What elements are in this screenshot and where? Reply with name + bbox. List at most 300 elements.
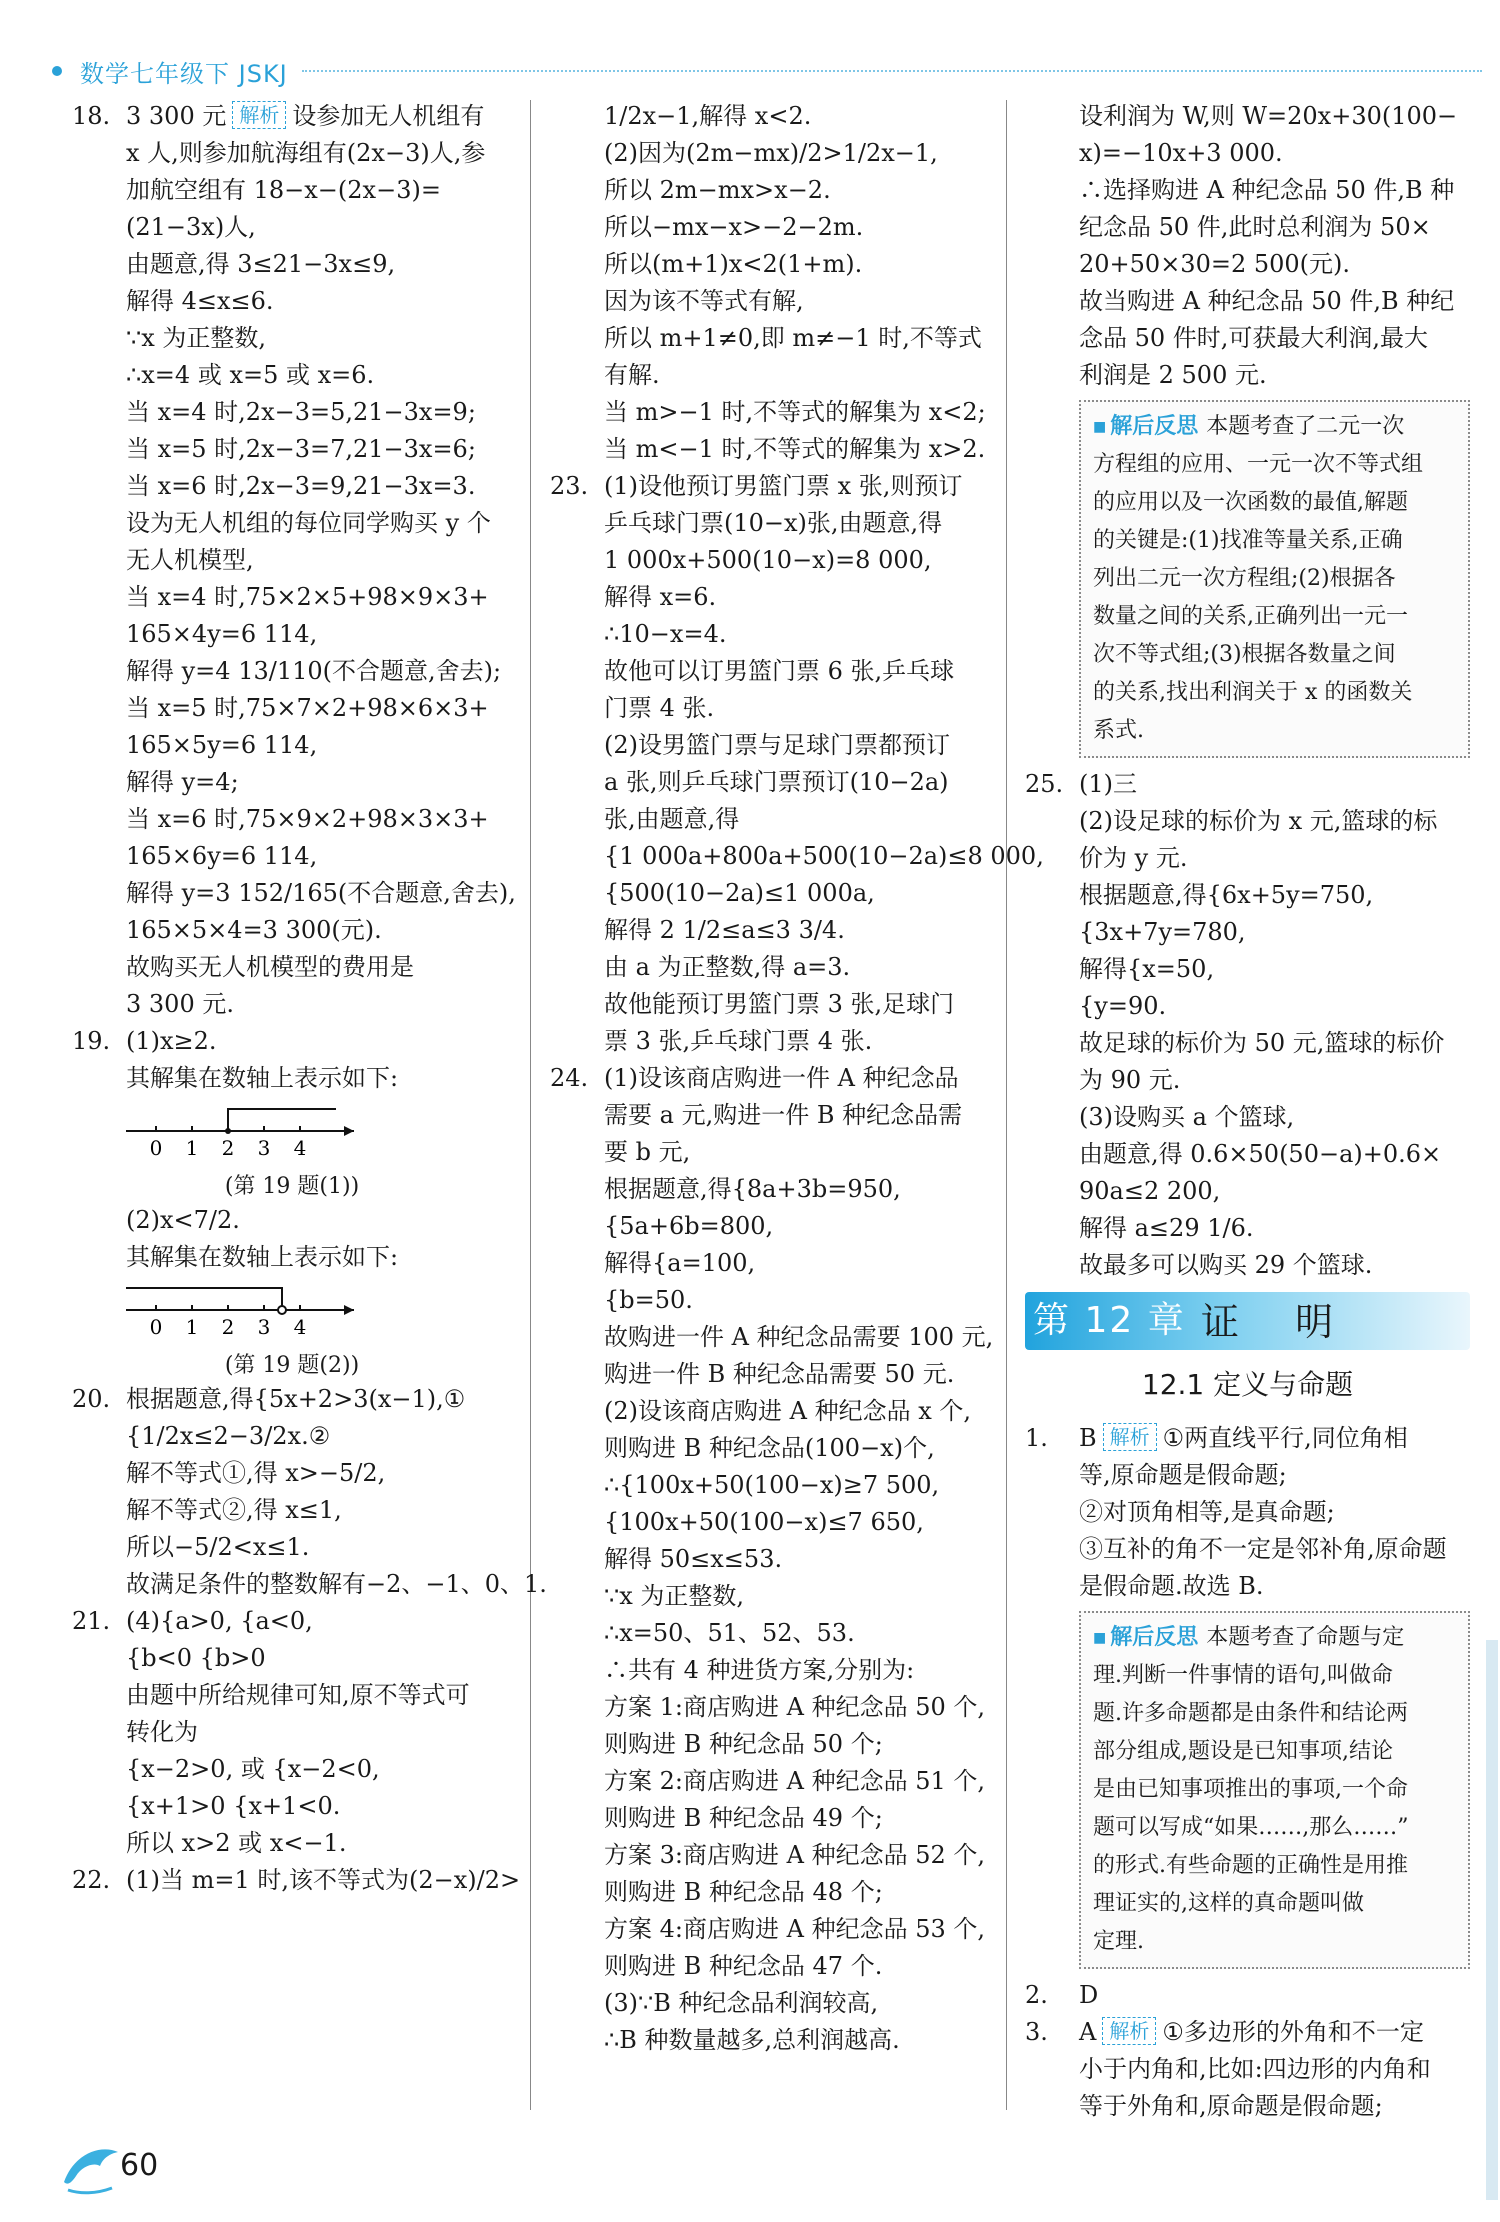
answer-text: D [1079, 1981, 1099, 2009]
answer-line [550, 949, 990, 986]
answer-24-cont [1025, 98, 1470, 394]
number-line [126, 1097, 366, 1161]
answer-text: 165×6y=6 114, [126, 842, 318, 870]
answer-text: 1/2x−1,解得 x<2. [604, 102, 812, 130]
answer-line [550, 2022, 990, 2059]
answer-line [72, 1825, 512, 1862]
item-number: 20. [72, 1385, 111, 1413]
answer-line [1025, 1062, 1470, 1099]
answer-text: 所以(m+1)x<2(1+m). [604, 250, 863, 278]
answer-text: ①多边形的外角和不一定 [1162, 2018, 1424, 2046]
answer-line [1025, 209, 1470, 246]
answer-line [550, 1911, 990, 1948]
answer-text: 当 x=6 时,75×9×2+98×3×3+ [126, 805, 489, 833]
page-header [52, 54, 1482, 88]
answer-text: {x+1>0 {x+1<0. [126, 1792, 341, 1820]
answer-text: 故满足条件的整数解有−2、−1、0、1. [126, 1570, 547, 1598]
item-number: 3. [1025, 2018, 1048, 2046]
answer-line [550, 209, 990, 246]
answer-text: 则购进 B 种纪念品 47 个. [604, 1952, 883, 1980]
dolphin-logo-icon [56, 2132, 126, 2202]
analysis-tag: 解析 [1103, 1423, 1157, 1451]
reflection-line: 部分组成,题设是已知事项,结论 [1093, 1739, 1393, 1764]
reflection-line: 定理. [1093, 1929, 1144, 1954]
answer-line [550, 579, 990, 616]
answer-text: 故购进一件 A 种纪念品需要 100 元, [604, 1323, 994, 1351]
answer-line [550, 135, 990, 172]
answer-line [550, 838, 1044, 875]
answer-text: 无人机模型, [126, 546, 254, 574]
answer-text: 解得 x=6. [604, 583, 717, 611]
reflection-line: 方程组的应用、一元一次不等式组 [1093, 452, 1424, 477]
answer-text: ∴B 种数量越多,总利润越高. [604, 2026, 900, 2054]
tick-label: 3 [257, 1136, 271, 1160]
answer-line [72, 764, 512, 801]
answer-line [72, 209, 512, 246]
answer-line [550, 1319, 994, 1356]
answer-text: 故他可以订男篮门票 6 张,乒乓球 [604, 657, 955, 685]
answer-text: 加航空组有 18−x−(2x−3)= [126, 176, 441, 204]
answer-line [550, 1800, 990, 1837]
answer-text: 根据题意,得{5x+2>3(x−1),① [126, 1385, 466, 1413]
answer-line [550, 1948, 990, 1985]
answer-text: 因为该不等式有解, [604, 287, 804, 315]
reflection-tag: ■ 解后反思 [1093, 1625, 1198, 1650]
column-divider [1006, 100, 1007, 2110]
answer-text: 其解集在数轴上表示如下: [126, 1243, 399, 1271]
answer-line [550, 1171, 990, 1208]
reflection-line: 本题考查了二元一次 [1206, 414, 1405, 439]
answer-text: 根据题意,得{8a+3b=950, [604, 1175, 901, 1203]
answer-line [1025, 357, 1470, 394]
answer-line [550, 98, 990, 135]
answer-text: 转化为 [126, 1718, 198, 1746]
answer-line [72, 616, 512, 653]
answer-text: 则购进 B 种纪念品(100−x)个, [604, 1434, 935, 1462]
answer-line [72, 246, 512, 283]
answer-line [550, 1245, 990, 1282]
answer-line [550, 1615, 990, 1652]
answer-line [550, 1467, 990, 1504]
answer-text: 价为 y 元. [1079, 844, 1188, 872]
figure-caption: (第 19 题(2)) [224, 1353, 360, 1378]
answer-line [550, 1504, 990, 1541]
answer-text: 解得 4≤x≤6. [126, 287, 274, 315]
answer-text: 解得 y=3 152/165(不合题意,舍去), [126, 879, 516, 907]
answer-text: ∴10−x=4. [604, 620, 727, 648]
number-line-figure [72, 1097, 512, 1172]
answer-line [1025, 840, 1470, 877]
answer-line [1025, 877, 1470, 914]
answer-text: 解得{a=100, [604, 1249, 756, 1277]
answer-line [1025, 1457, 1470, 1494]
answer-item [72, 1023, 512, 1060]
answer-text: 当 x=6 时,2x−3=9,21−3x=3. [126, 472, 476, 500]
answer-text: (2)因为(2m−mx)/2>1/2x−1, [604, 139, 938, 167]
answer-text: ∵x 为正整数, [126, 324, 267, 352]
answer-text: 张,由题意,得 [604, 805, 740, 833]
answer-line [72, 542, 512, 579]
answer-text: 解得 y=4 13/110(不合题意,舍去); [126, 657, 502, 685]
tick-label: 0 [149, 1315, 163, 1339]
item-number: 19. [72, 1027, 111, 1055]
answer-text: (4){a>0, {a<0, [126, 1607, 313, 1635]
answer-text: 165×4y=6 114, [126, 620, 318, 648]
section-answers-cont [1025, 1977, 1470, 2125]
answer-line [72, 283, 512, 320]
answer-item [72, 98, 512, 135]
answer-line [72, 949, 512, 986]
answer-text: ∵x 为正整数, [604, 1582, 745, 1610]
analysis-tag: 解析 [232, 101, 286, 129]
reflection-box [1079, 400, 1470, 758]
answer-text: 由题中所给规律可知,原不等式可 [126, 1681, 470, 1709]
answer-line [72, 801, 512, 838]
answer-text: 解得 50≤x≤53. [604, 1545, 783, 1573]
answer-line [550, 394, 990, 431]
answer-line [72, 468, 512, 505]
answer-line [1025, 1099, 1470, 1136]
answer-text: A [1079, 2018, 1097, 2046]
answer-line [72, 727, 512, 764]
answer-line [550, 1837, 990, 1874]
closed-point [225, 1128, 231, 1134]
answer-text: 念品 50 件时,可获最大利润,最大 [1079, 324, 1429, 352]
answer-line [550, 875, 990, 912]
answer-line [550, 986, 990, 1023]
answer-line [550, 1430, 990, 1467]
answer-text: 当 x=5 时,2x−3=7,21−3x=6; [126, 435, 476, 463]
page-edge-strip [1486, 1640, 1498, 2200]
answer-line [72, 653, 512, 690]
section-answers [1025, 1420, 1470, 1605]
answer-line [550, 801, 990, 838]
answer-text: 等于外角和,原命题是假命题; [1079, 2092, 1383, 2120]
answer-text: 故购买无人机模型的费用是 [126, 953, 414, 981]
answer-line [550, 912, 990, 949]
answer-line [550, 1985, 990, 2022]
answer-text: (2)设该商店购进 A 种纪念品 x 个, [604, 1397, 972, 1425]
answer-text: 方案 4:商店购进 A 种纪念品 53 个, [604, 1915, 985, 1943]
answer-line [1025, 135, 1470, 172]
answer-text: 90a≤2 200, [1079, 1177, 1221, 1205]
answer-text: 根据题意,得{6x+5y=750, [1079, 881, 1374, 909]
item-number: 22. [72, 1866, 111, 1894]
item-number: 21. [72, 1607, 111, 1635]
answer-text: B [1079, 1424, 1097, 1452]
answer-line [1025, 803, 1470, 840]
tick-label: 1 [185, 1136, 199, 1160]
answer-line [72, 986, 512, 1023]
answer-text: 当 m>−1 时,不等式的解集为 x<2; [604, 398, 986, 426]
reflection-line: 理.判断一件事情的语句,叫做命 [1093, 1663, 1393, 1688]
tick-label: 4 [293, 1136, 307, 1160]
reflection-line: 的关键是:(1)找准等量关系,正确 [1093, 528, 1403, 553]
answer-text: 所以 2m−mx>x−2. [604, 176, 831, 204]
item-number: 25. [1025, 770, 1064, 798]
answer-line [72, 1202, 512, 1239]
answer-item [72, 1381, 512, 1418]
answer-line [550, 1023, 990, 1060]
column-2 [550, 98, 1044, 2059]
answer-text: {1 000a+800a+500(10−2a)≤8 000, [604, 842, 1044, 870]
answer-text: 165×5×4=3 300(元). [126, 916, 382, 944]
item-number: 23. [550, 472, 589, 500]
answer-line [1025, 1247, 1470, 1284]
reflection-line: 题可以写成“如果……,那么……” [1093, 1815, 1409, 1840]
reflection-text [1093, 1625, 1456, 1961]
answer-line [1025, 914, 1470, 951]
chapter-title: 证 明 [1201, 1300, 1356, 1344]
answer-line [550, 1763, 990, 1800]
answer-line [72, 135, 512, 172]
answer-text: 其解集在数轴上表示如下: [126, 1064, 399, 1092]
item-number: 24. [550, 1064, 589, 1092]
answer-item [1025, 1420, 1470, 1457]
answer-text: a 张,则乒乓球门票预订(10−2a) [604, 768, 949, 796]
answer-line [1025, 320, 1470, 357]
answer-line [1025, 246, 1470, 283]
section-title: 12.1 定义与命题 [1141, 1368, 1354, 1401]
answer-text: 设为无人机组的每位同学购买 y 个 [126, 509, 491, 537]
answer-line [550, 1726, 990, 1763]
answer-text: x 人,则参加航海组有(2x−3)人,参 [126, 139, 486, 167]
answer-text: 故足球的标价为 50 元,篮球的标价 [1079, 1029, 1445, 1057]
answer-text: 是假命题.故选 B. [1079, 1572, 1264, 1600]
column-divider [530, 100, 531, 2110]
answer-text: 方案 2:商店购进 A 种纪念品 51 个, [604, 1767, 985, 1795]
answer-text: 纪念品 50 件,此时总利润为 50× [1079, 213, 1431, 241]
solution-ray [126, 1288, 282, 1310]
answer-line [1025, 1173, 1470, 1210]
answer-text: ③互补的角不一定是邻补角,原命题 [1079, 1535, 1447, 1563]
answer-line [550, 320, 990, 357]
answer-text: 当 x=4 时,75×2×5+98×9×3+ [126, 583, 489, 611]
solution-ray [228, 1109, 336, 1131]
answer-text: 则购进 B 种纪念品 49 个; [604, 1804, 883, 1832]
tick-label: 3 [257, 1315, 271, 1339]
answer-text: 方案 1:商店购进 A 种纪念品 50 个, [604, 1693, 985, 1721]
reflection-line: 理证实的,这样的真命题叫做 [1093, 1891, 1364, 1916]
answer-line [1025, 1531, 1470, 1568]
answer-text: (21−3x)人, [126, 213, 256, 241]
answer-text: 购进一件 B 种纪念品需要 50 元. [604, 1360, 955, 1388]
answer-text: 解不等式②,得 x≤1, [126, 1496, 342, 1524]
header-dot-icon [52, 66, 62, 76]
answer-text: 由题意,得 3≤21−3x≤9, [126, 250, 396, 278]
answer-line [550, 357, 990, 394]
answer-text: 等,原命题是假命题; [1079, 1461, 1287, 1489]
answer-text: ∴选择购进 A 种纪念品 50 件,B 种 [1079, 176, 1455, 204]
answer-line [550, 246, 990, 283]
answer-text: 所以−mx−x>−2−2m. [604, 213, 864, 241]
reflection-line: 的形式.有些命题的正确性是用推 [1093, 1853, 1408, 1878]
answer-line [1025, 1568, 1470, 1605]
answer-line [550, 1578, 990, 1615]
answer-text: (3)设购买 a 个篮球, [1079, 1103, 1295, 1131]
answer-text: 解得{x=50, [1079, 955, 1215, 983]
answer-text: 利润是 2 500 元. [1079, 361, 1267, 389]
answer-text: ①两直线平行,同位角相 [1162, 1424, 1408, 1452]
answer-line [1025, 1025, 1470, 1062]
answer-line [72, 394, 512, 431]
answer-line [1025, 1210, 1470, 1247]
page-number: 60 [120, 2148, 159, 2183]
reflection-box [1079, 1611, 1470, 1969]
answer-line [72, 505, 512, 542]
chapter-banner [1025, 1292, 1470, 1350]
answer-text: 设参加无人机组有 [292, 102, 485, 130]
answer-line [72, 690, 512, 727]
answer-text: 有解. [604, 361, 660, 389]
answer-line [72, 172, 512, 209]
answer-line [550, 1541, 990, 1578]
answer-line [1025, 2088, 1470, 2125]
answer-line [550, 542, 990, 579]
reflection-line: 数量之间的关系,正确列出一元一 [1093, 604, 1408, 629]
open-point [278, 1306, 286, 1314]
axis-arrow-icon [344, 1305, 354, 1315]
answer-text: 20+50×30=2 500(元). [1079, 250, 1351, 278]
answer-text: 解得 2 1/2≤a≤3 3/4. [604, 916, 845, 944]
answer-item [550, 1060, 990, 1097]
answer-text: 则购进 B 种纪念品 50 个; [604, 1730, 883, 1758]
answer-line [72, 1566, 547, 1603]
answer-line [550, 690, 990, 727]
answer-text: 由 a 为正整数,得 a=3. [604, 953, 851, 981]
item-number: 1. [1025, 1424, 1048, 1452]
answer-line [1025, 951, 1470, 988]
answer-line [72, 1529, 512, 1566]
answer-text: {b=50. [604, 1286, 693, 1314]
item-number: 2. [1025, 1981, 1048, 2009]
answer-text: 为 90 元. [1079, 1066, 1181, 1094]
answer-line [550, 1134, 990, 1171]
answer-line [550, 653, 990, 690]
answer-text: (1)x≥2. [126, 1027, 217, 1055]
answer-item [1025, 766, 1470, 803]
answer-line [550, 727, 990, 764]
answer-line [72, 1239, 512, 1276]
answer-text: ∴{100x+50(100−x)≥7 500, [604, 1471, 940, 1499]
header-rule [302, 70, 1482, 72]
answer-text: {b<0 {b>0 [126, 1644, 266, 1672]
answer-line [550, 505, 990, 542]
answer-line [72, 1060, 512, 1097]
answer-item [1025, 1977, 1470, 2014]
reflection-line: 的关系,找出利润关于 x 的函数关 [1093, 680, 1413, 705]
answer-item [550, 468, 990, 505]
answer-line [550, 1689, 990, 1726]
answer-line [72, 579, 512, 616]
item-number: 18. [72, 102, 111, 130]
answer-text: {500(10−2a)≤1 000a, [604, 879, 875, 907]
answer-text: 165×5y=6 114, [126, 731, 318, 759]
answer-line [550, 1393, 990, 1430]
reflection-line: 列出二元一次方程组;(2)根据各 [1093, 566, 1396, 591]
reflection-line: 题.许多命题都是由条件和结论两 [1093, 1701, 1408, 1726]
figure-caption: (第 19 题(1)) [224, 1174, 360, 1199]
answer-line [550, 283, 990, 320]
answer-text: 所以−5/2<x≤1. [126, 1533, 310, 1561]
answer-text: 要 b 元, [604, 1138, 691, 1166]
answer-line [72, 875, 516, 912]
answer-item [72, 1862, 521, 1899]
answer-line [72, 1751, 512, 1788]
answer-line [1025, 1494, 1470, 1531]
answer-text: 当 x=5 时,75×7×2+98×6×3+ [126, 694, 489, 722]
answer-text: (2)x<7/2. [126, 1206, 240, 1234]
tick-label: 2 [221, 1315, 235, 1339]
reflection-line: 本题考查了命题与定 [1206, 1625, 1405, 1650]
answer-text: 乒乓球门票(10−x)张,由题意,得 [604, 509, 943, 537]
chapter-number: 第 12 章 [1033, 1300, 1186, 1341]
answer-text: 当 m<−1 时,不等式的解集为 x>2. [604, 435, 986, 463]
answer-text: (1)设该商店购进一件 A 种纪念品 [604, 1064, 959, 1092]
tick-label: 0 [149, 1136, 163, 1160]
answer-line [72, 1640, 512, 1677]
answer-text: ∴x=50、51、52、53. [604, 1619, 855, 1647]
answer-line [1025, 2051, 1470, 2088]
answer-text: 票 3 张,乒乓球门票 4 张. [604, 1027, 873, 1055]
answer-text: (1)三 [1079, 770, 1137, 798]
answer-text: 解得 a≤29 1/6. [1079, 1214, 1254, 1242]
answer-text: 3 300 元. [126, 990, 234, 1018]
answer-line [550, 1652, 990, 1689]
answer-text: 解得 y=4; [126, 768, 239, 796]
answer-text: 故当购进 A 种纪念品 50 件,B 种纪 [1079, 287, 1455, 315]
answer-item [72, 1603, 512, 1640]
answer-text: {1/2x≤2−3/2x.② [126, 1422, 331, 1450]
answer-line [550, 1097, 990, 1134]
answer-line [72, 357, 512, 394]
answer-text: {3x+7y=780, [1079, 918, 1246, 946]
tick-label: 4 [293, 1315, 307, 1339]
answer-text: 需要 a 元,购进一件 B 种纪念品需 [604, 1101, 963, 1129]
answer-line [72, 912, 512, 949]
answer-line [72, 431, 512, 468]
answer-line [1025, 283, 1470, 320]
answer-line [550, 1874, 990, 1911]
answer-line [1025, 172, 1470, 209]
answer-text: {100x+50(100−x)≤7 650, [604, 1508, 924, 1536]
answer-line [550, 172, 990, 209]
answer-line [72, 1455, 512, 1492]
answer-line [550, 764, 990, 801]
answer-text: 所以 m+1≠0,即 m≠−1 时,不等式 [604, 324, 982, 352]
answer-line [550, 1356, 990, 1393]
answer-line [1025, 988, 1470, 1025]
answer-text: (2)设男篮门票与足球门票都预订 [604, 731, 950, 759]
answer-text: (1)当 m=1 时,该不等式为(2−x)/2> [126, 1866, 521, 1894]
answer-line [72, 1418, 512, 1455]
answer-text: 则购进 B 种纪念品 48 个; [604, 1878, 883, 1906]
answer-text: 门票 4 张. [604, 694, 715, 722]
answer-line [72, 1714, 512, 1751]
answer-text: {5a+6b=800, [604, 1212, 774, 1240]
answer-text: 方案 3:商店购进 A 种纪念品 52 个, [604, 1841, 985, 1869]
answer-text: (2)设足球的标价为 x 元,篮球的标 [1079, 807, 1438, 835]
tick-label: 1 [185, 1315, 199, 1339]
answer-item [1025, 2014, 1470, 2051]
answer-text: ②对顶角相等,是真命题; [1079, 1498, 1335, 1526]
reflection-line: 是由已知事项推出的事项,一个命 [1093, 1777, 1408, 1802]
answer-text: 设利润为 W,则 W=20x+30(100− [1079, 102, 1458, 130]
answer-line [72, 320, 512, 357]
answer-line [1025, 1136, 1470, 1173]
answer-line [550, 431, 990, 468]
answer-line [72, 1677, 512, 1714]
